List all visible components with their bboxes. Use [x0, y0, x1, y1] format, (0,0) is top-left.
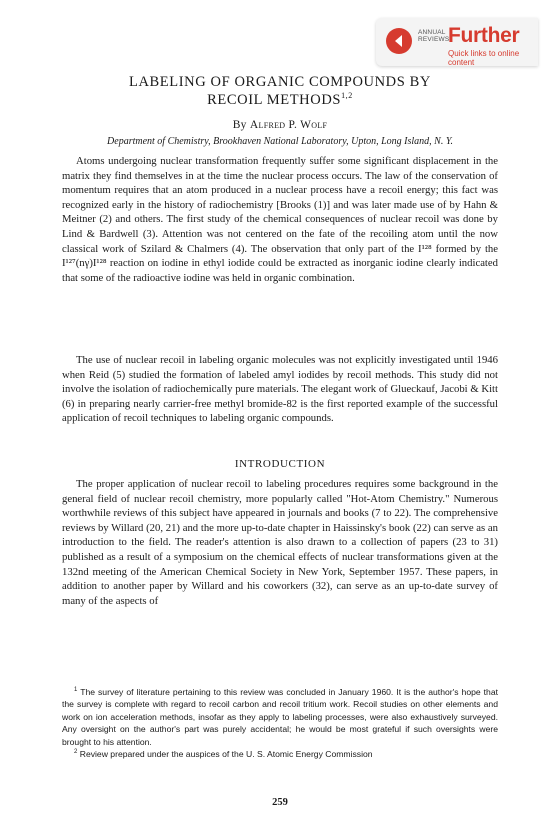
- annual-reviews-logo-text: ANNUAL REVIEWS: [418, 29, 450, 43]
- play-icon: [386, 28, 412, 54]
- further-logo: Further: [448, 24, 520, 47]
- footnote-2: $^2$ Review prepared under the auspices of the U. S. Atomic Energy Commission: [74, 749, 373, 760]
- article-title: LABELING OF ORGANIC COMPOUNDS BY RECOIL METHODS$^{1,2}$: [129, 74, 431, 108]
- paragraph-3: The proper application of nuclear recoil to labeling procedures requires some background in the general field of nuclear recoil chemistry, more popularly called "Hot-Atom Chemistry." Numerous worthwhile reviews of this subject have appeared in journals and books (7 to 22). The comprehensive reviews by Willard (20, 21) and the more up-to-date chapter in Haissinsky's book (22) can serve as an introduction to the field. The reader's attention is also drawn to a collection of papers (23 to 31) published as a result of a symposium on the chemical effects of nuclear transformations given at the 132nd meeting of the American Chemical Society in New York, September 1957. These papers, in addition to another paper by Willard and his coworkers (32), can serve as an up-to-date survey of many of the aspects of: [62, 478, 498, 607]
- footnotes: [62, 686, 498, 760]
- section-heading-introduction: INTRODUCTION: [234, 458, 326, 470]
- annual-reviews-further-banner[interactable]: [376, 18, 538, 66]
- paragraph-2: The use of nuclear recoil in labeling organic molecules was not explicitly investigated until 1946 when Reid (5) studied the formation of labeled amyl iodides by recoil methods. This study did not involve the isolation of radiochemically pure materials. The elegant work of Glueckauf, Jacobi & Kitt (6) in preparing nearly carrier-free methyl bromide-82 is the first reported example of the successful application of recoil techniques to labeling organic compounds.: [62, 354, 498, 425]
- author-line: By Alfred P. Wolf: [232, 119, 328, 131]
- paragraph-1: Atoms undergoing nuclear transformation frequently suffer some significant displacement in the matrix they find themselves in at the time the nuclear process occurs. The law of the conservation of momentum requires that an atom produced in a nuclear process have a recoil energy; this fact was recognized early in the history of radiochemistry [Brooks (1)] and was later made use of by Hahn & Meitner (2) and others. The first study of the chemical consequences of nuclear recoil was done by Lind & Bardwell (3). Attention was not centered on the fate of the recoiling atom until the now classical work of Szilard & Chalmers (4). The observation that only part of the I¹²⁸ formed by the I¹²⁷(nγ)I¹²⁸ reaction on iodine in ethyl iodide could be extracted as inorganic iodine clearly indicated that some of the radioactive iodine was held in organic combination.: [62, 155, 498, 284]
- title-footnote-marks[interactable]: 1,2: [341, 91, 353, 101]
- footnote-1: $^1$ The survey of literature pertaining to this review was concluded in January 1960. It is the author's hope that the survey is complete with regard to recoil carbon and recoil tritium work. Recoil studies on other elements and work on ion acceleration methods, insofar as they apply to labeling processes, were also exhaustively surveyed. Any oversight on the author's part was purely accidental; he would be most grateful if such oversights were brought to his attention.: [62, 687, 499, 747]
- author-name: Alfred P. Wolf: [249, 119, 328, 131]
- quick-links-link[interactable]: Quick links to online content: [448, 49, 520, 67]
- author-affiliation: Department of Chemistry, Brookhaven National Laboratory, Upton, Long Island, N. Y.: [107, 136, 453, 147]
- page-number: 259: [272, 797, 288, 808]
